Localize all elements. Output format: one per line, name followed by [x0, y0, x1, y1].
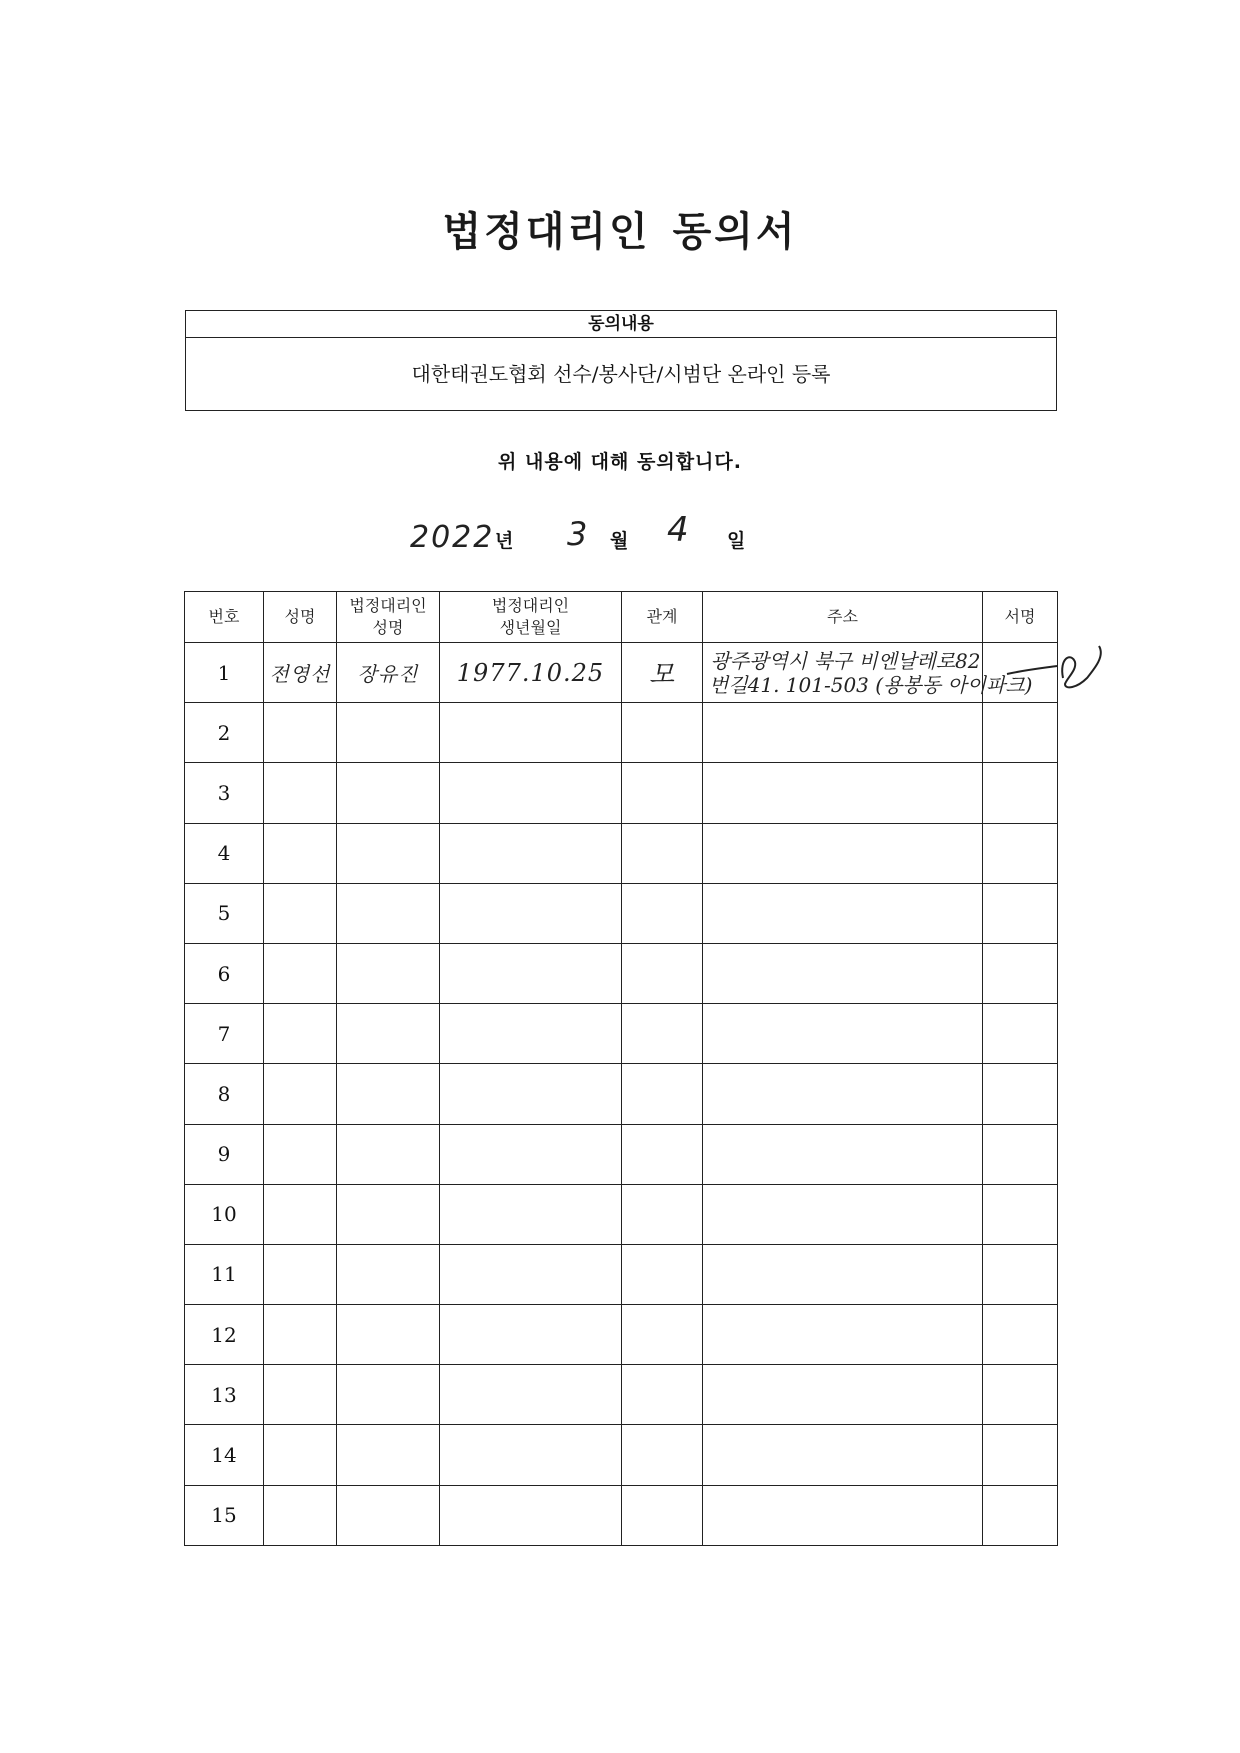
table-row — [185, 1244, 1058, 1304]
cell-no: 1 — [185, 643, 264, 703]
table-row — [185, 643, 1058, 703]
cell-no: 5 — [185, 883, 264, 943]
date-day-unit: 일 — [727, 530, 746, 552]
cell-no: 14 — [185, 1425, 264, 1485]
header-rep-name-line2: 성명 — [372, 618, 404, 637]
table-row — [185, 1184, 1058, 1244]
cell-no: 8 — [185, 1064, 264, 1124]
table-row — [185, 823, 1058, 883]
header-rep-name — [337, 592, 440, 643]
cell-no: 10 — [185, 1184, 264, 1244]
title-part2: 동의서 — [672, 209, 798, 255]
table-row — [185, 1485, 1058, 1545]
table-row — [185, 703, 1058, 763]
cell-no: 9 — [185, 1124, 264, 1184]
cell-no: 11 — [185, 1244, 264, 1304]
header-name: 성명 — [264, 592, 337, 643]
header-no: 번호 — [185, 592, 264, 643]
table-row — [185, 763, 1058, 823]
cell-no: 13 — [185, 1365, 264, 1425]
table-row — [185, 1064, 1058, 1124]
header-relation: 관계 — [622, 592, 703, 643]
cell-rep-name: 장유진 — [337, 643, 440, 703]
table-row — [185, 1124, 1058, 1184]
header-signature: 서명 — [983, 592, 1058, 643]
cell-no: 7 — [185, 1004, 264, 1064]
date-day-handwritten: 4 — [667, 510, 689, 550]
cell-no: 3 — [185, 763, 264, 823]
cell-rep-birth: 1977.10.25 — [440, 643, 622, 703]
cell-no: 6 — [185, 943, 264, 1003]
address-line1: 광주광역시 북구 비엔날레로82 — [710, 648, 981, 673]
table-row — [185, 943, 1058, 1003]
cell-name: 전영선 — [264, 643, 337, 703]
header-address: 주소 — [703, 592, 983, 643]
table-row — [185, 1305, 1058, 1365]
table-row — [185, 1425, 1058, 1485]
address-line2: 번길41. 101-503 (용봉동 아이파크) — [709, 672, 1033, 697]
date-year-handwritten: 2022 — [410, 520, 495, 555]
date-month-handwritten: 3 — [567, 515, 588, 553]
cell-no: 15 — [185, 1485, 264, 1545]
header-rep-birth — [440, 592, 622, 643]
guardian-roster-table — [184, 591, 1058, 1546]
table-row — [185, 1365, 1058, 1425]
date-month-unit: 월 — [610, 530, 629, 552]
table-row — [185, 1004, 1058, 1064]
consent-body: 대한태권도협회 선수/봉사단/시범단 온라인 등록 — [411, 362, 831, 386]
table-header-row — [185, 592, 1058, 643]
agreement-text: 위 내용에 대해 동의합니다. — [498, 451, 742, 473]
cell-no: 12 — [185, 1305, 264, 1365]
header-rep-birth-line2: 생년월일 — [499, 618, 562, 637]
table-row — [185, 883, 1058, 943]
cell-relation: 모 — [622, 643, 703, 703]
cell-address — [703, 643, 1033, 703]
page-title — [0, 200, 1240, 257]
cell-no: 4 — [185, 823, 264, 883]
header-rep-name-line1: 법정대리인 — [349, 596, 427, 615]
title-part1: 법정대리인 — [442, 209, 651, 255]
handwritten-signature — [1005, 638, 1110, 698]
consent-header: 동의내용 — [186, 311, 1056, 338]
header-rep-birth-line1: 법정대리인 — [491, 596, 570, 615]
date-year-unit: 년 — [495, 530, 514, 552]
cell-no: 2 — [185, 703, 264, 763]
consent-box — [185, 310, 1057, 411]
date-line — [405, 510, 805, 560]
